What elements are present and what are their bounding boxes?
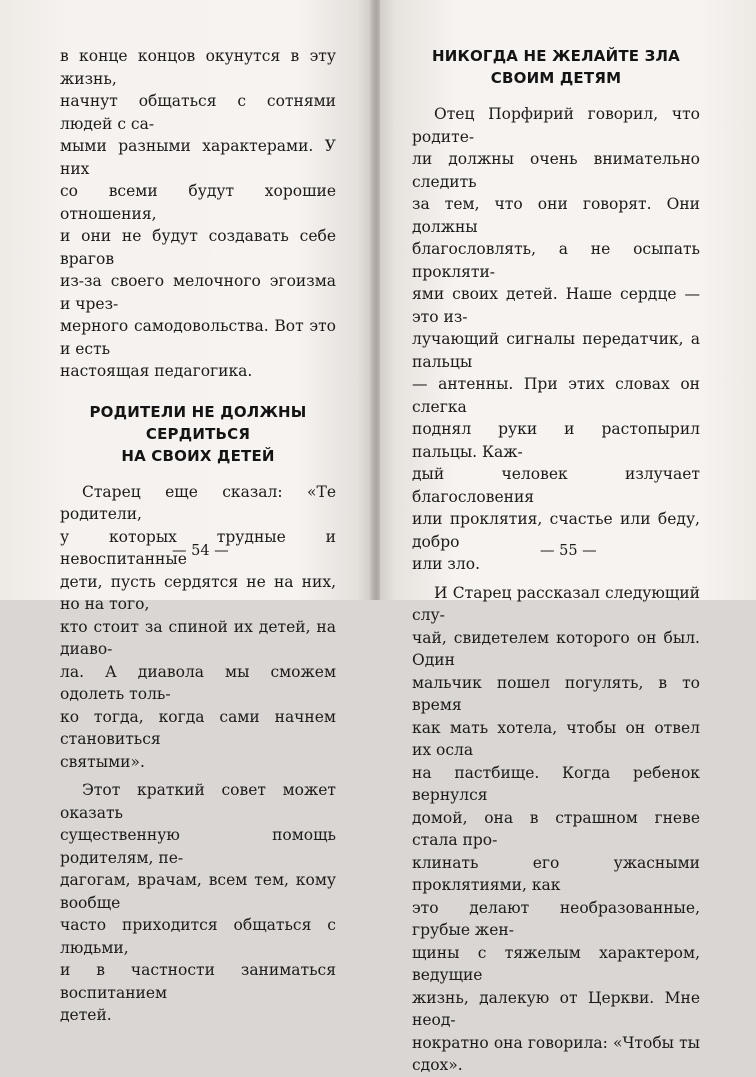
left-page-text-column	[60, 45, 336, 1027]
text-line: начнут общаться с сотнями людей с са-	[60, 92, 336, 133]
text-line: мыми разными характерами. У них	[60, 137, 336, 178]
text-line: чай, свидетелем которого он был. Один	[412, 628, 700, 669]
left-page-paragraph-1	[60, 481, 336, 774]
section-heading-never-wish-evil	[412, 45, 700, 89]
text-line: ли должны очень внимательно следить	[412, 150, 700, 191]
text-line: или зло.	[412, 555, 480, 573]
page-number: — 55 —	[540, 543, 597, 559]
text-line: из-за своего мелочного эгоизма и чрез-	[60, 272, 336, 313]
left-page-paragraph-2	[60, 779, 336, 1027]
right-page	[380, 0, 756, 1074]
text-line: поднял руки и растопырил пальцы. Каж-	[412, 420, 700, 461]
right-page-paragraph-1	[412, 103, 700, 576]
text-line: святыми».	[60, 752, 145, 771]
text-line: дети, пусть сердятся не на них, но на того,	[60, 572, 336, 613]
text-line: — антенны. При этих словах он слегка	[412, 375, 700, 416]
text-line: мальчик пошел погулять, в то время	[412, 673, 700, 714]
heading-line: РОДИТЕЛИ НЕ ДОЛЖНЫ СЕРДИТЬСЯ	[89, 402, 307, 443]
text-line: или проклятия, счастье или беду, добро	[412, 510, 700, 551]
text-line: Старец еще сказал: «Те родители,	[60, 482, 336, 523]
text-line: Отец Порфирий говорил, что родите-	[412, 105, 700, 146]
text-line: И Старец рассказал следующий слу-	[412, 583, 700, 624]
text-line: щины с тяжелым характером, ведущие	[412, 943, 700, 984]
text-line: ями своих детей. Наше сердце — это из-	[412, 285, 700, 326]
left-page	[0, 0, 372, 1024]
text-line: ко тогда, когда сами начнем становиться	[60, 707, 336, 748]
text-line: существенную помощь родителям, пе-	[60, 826, 336, 867]
heading-line: НА СВОИХ ДЕТЕЙ	[121, 446, 275, 465]
text-line: это делают необразованные, грубые жен-	[412, 898, 700, 939]
text-line: на пастбище. Когда ребенок вернулся	[412, 763, 700, 804]
text-line: мерного самодовольства. Вот это и есть	[60, 317, 336, 358]
right-page-text-column	[412, 45, 700, 1077]
text-line: домой, она в страшном гневе стала про-	[412, 808, 700, 849]
text-line: детей.	[60, 1006, 112, 1024]
text-line: кто стоит за спиной их детей, на диаво-	[60, 617, 336, 658]
right-page-paragraph-2	[412, 582, 700, 1077]
text-line: и они не будут создавать себе врагов	[60, 227, 336, 268]
text-line: Этот краткий совет может оказать	[60, 781, 336, 822]
text-line: клинать его ужасными проклятиями, как	[412, 853, 700, 894]
text-line: и в частности заниматься воспитанием	[60, 961, 336, 1002]
text-line: за тем, что они говорят. Они должны	[412, 195, 700, 236]
text-line: как мать хотела, чтобы он отвел их осла	[412, 718, 700, 759]
text-line: дагогам, врачам, всем тем, кому вообще	[60, 871, 336, 912]
text-line: нократно она говорила: «Чтобы ты сдох».	[412, 1033, 700, 1074]
heading-line: НИКОГДА НЕ ЖЕЛАЙТЕ ЗЛА	[432, 47, 680, 65]
text-line: в конце концов окунутся в эту жизнь,	[60, 47, 336, 88]
text-line: у которых трудные и невоспитанные	[60, 527, 336, 568]
text-line: со всеми будут хорошие отношения,	[60, 182, 336, 223]
text-line: часто приходится общаться с людьми,	[60, 916, 336, 957]
left-page-continuation-paragraph	[60, 45, 336, 383]
section-heading-parents-should-not-be-angry	[60, 401, 336, 467]
text-line: ла. А диавола мы сможем одолеть толь-	[60, 662, 336, 703]
text-line: жизнь, далекую от Церкви. Мне неод-	[412, 988, 700, 1029]
text-line: лучающий сигналы передатчик, а пальцы	[412, 330, 700, 371]
text-line: дый человек излучает благословения	[412, 465, 700, 506]
text-line: благословлять, а не осыпать прокляти-	[412, 240, 700, 281]
heading-line: СВОИМ ДЕТЯМ	[490, 69, 622, 87]
text-line: настоящая педагогика.	[60, 362, 253, 380]
page-number: — 54 —	[172, 543, 229, 559]
